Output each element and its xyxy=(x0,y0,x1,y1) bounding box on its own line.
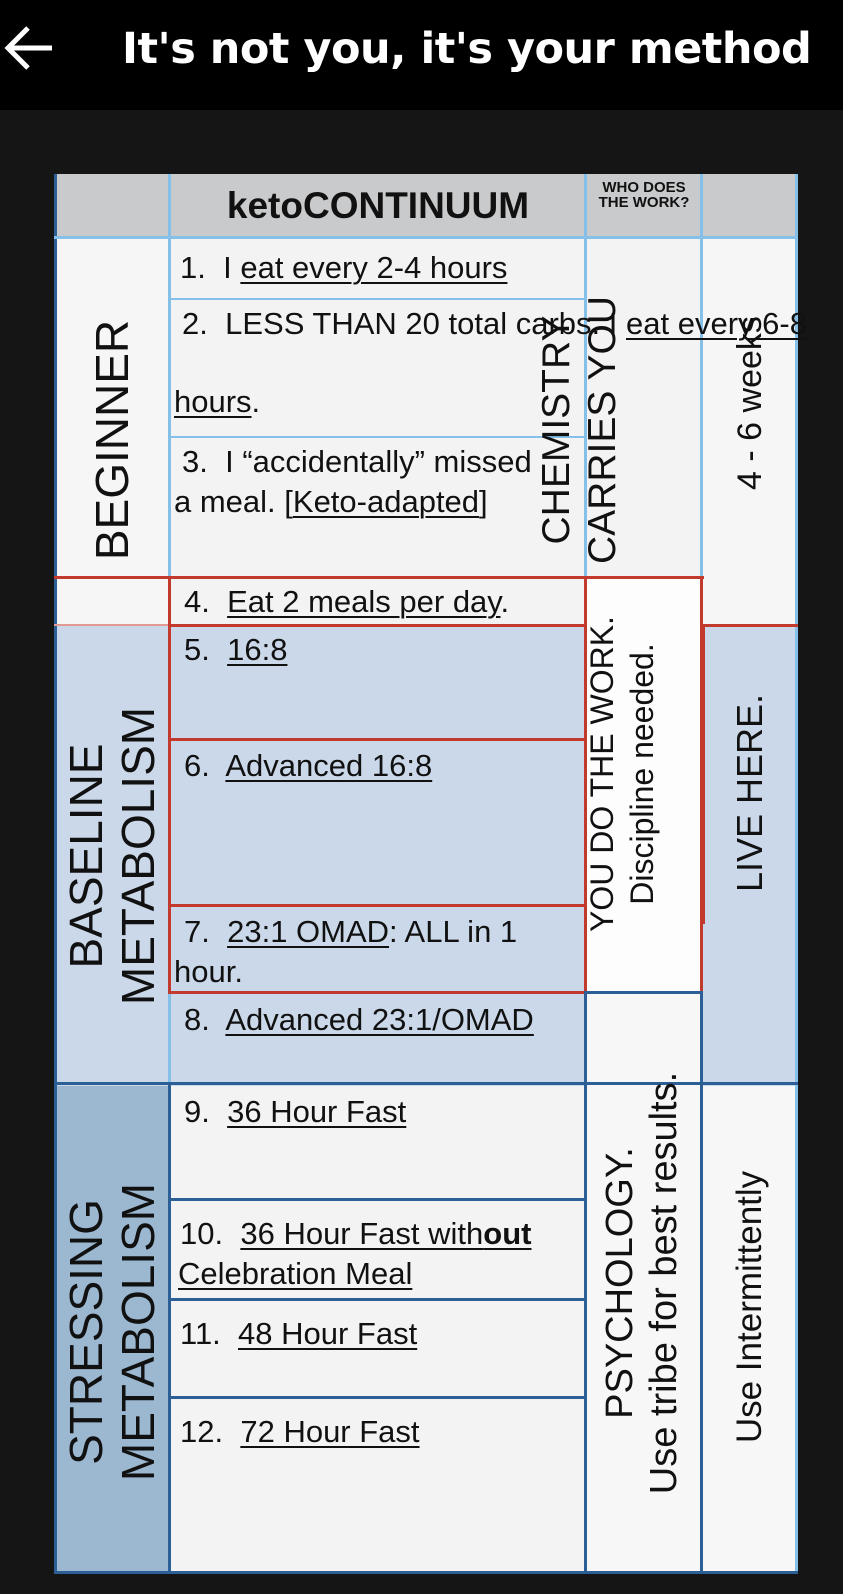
header-who-does-the-work: WHO DOES THE WORK? xyxy=(598,179,690,211)
step-2-line1: 2. LESS THAN 20 total carbs. I eat every 6-8 xyxy=(182,306,807,341)
keto-continuum-table xyxy=(54,174,807,1574)
frame-right xyxy=(795,174,798,1574)
red-sep-5 xyxy=(170,738,586,741)
duration-stressing: Use Intermittently xyxy=(730,1170,769,1444)
step-6: 6. Advanced 16:8 xyxy=(184,748,433,783)
back-button[interactable] xyxy=(0,18,70,82)
who-chemistry: CHEMISTRY CARRIES YOU xyxy=(535,296,624,565)
step-3-line2: a meal. [Keto-adapted] xyxy=(174,484,488,519)
duration-baseline: LIVE HERE. xyxy=(729,693,770,893)
step-8: 8. Advanced 23:1/OMAD xyxy=(184,1002,534,1037)
step-7-line1: 7. 23:1 OMAD: ALL in 1 xyxy=(184,914,518,949)
row-sep-2 xyxy=(170,436,586,438)
step-4: 4. Eat 2 meals per day. xyxy=(184,584,510,619)
red-right-stub xyxy=(702,624,798,627)
step-5: 5. 16:8 xyxy=(184,632,288,667)
header-continuum: ketoCONTINUUM xyxy=(226,185,530,226)
step-3-line1: 3. I “accidentally” missed xyxy=(182,444,532,479)
step-10-line2: Celebration Meal xyxy=(178,1256,413,1291)
who-psychology: PSYCHOLOGY. Use tribe for best results. xyxy=(599,1071,685,1495)
frame-bottom xyxy=(54,1571,798,1574)
step-10-line1: 10. 36 Hour Fast without xyxy=(180,1216,532,1251)
phase-stressing: STRESSING METABOLISM xyxy=(60,1182,164,1482)
red-sep-4 xyxy=(170,624,586,627)
duration-beginner: 4 - 6 weeks xyxy=(731,316,769,490)
step-12: 12. 72 Hour Fast xyxy=(180,1414,420,1449)
header-bottom-line xyxy=(54,236,798,239)
blue-sep-10 xyxy=(170,1298,586,1301)
who-you-do-the-work: YOU DO THE WORK. Discipline needed. xyxy=(584,616,660,932)
row-sep-1 xyxy=(170,298,586,300)
blue-sep-11 xyxy=(170,1396,586,1399)
step-2-line2: hours. xyxy=(174,384,261,419)
blue-col3 xyxy=(700,991,703,1574)
frame-left xyxy=(54,174,57,1574)
step-11: 11. 48 Hour Fast xyxy=(180,1316,418,1351)
phase-beginner: BEGINNER xyxy=(86,319,138,561)
arrow-left-icon xyxy=(0,18,70,82)
page-title: It's not you, it's your method xyxy=(122,24,812,74)
app-bar xyxy=(0,0,843,110)
red-dur-left xyxy=(702,624,705,924)
blue-sep-9 xyxy=(170,1198,586,1201)
blue-col2 xyxy=(584,991,587,1574)
blue-who-top xyxy=(586,991,702,994)
red-sep-6 xyxy=(170,904,586,907)
step-9: 9. 36 Hour Fast xyxy=(184,1094,407,1129)
step-7-line2: hour. xyxy=(174,954,243,989)
phase-baseline: BASELINE METABOLISM xyxy=(60,706,164,1006)
step-1: 1. I eat every 2-4 hours xyxy=(180,250,508,285)
